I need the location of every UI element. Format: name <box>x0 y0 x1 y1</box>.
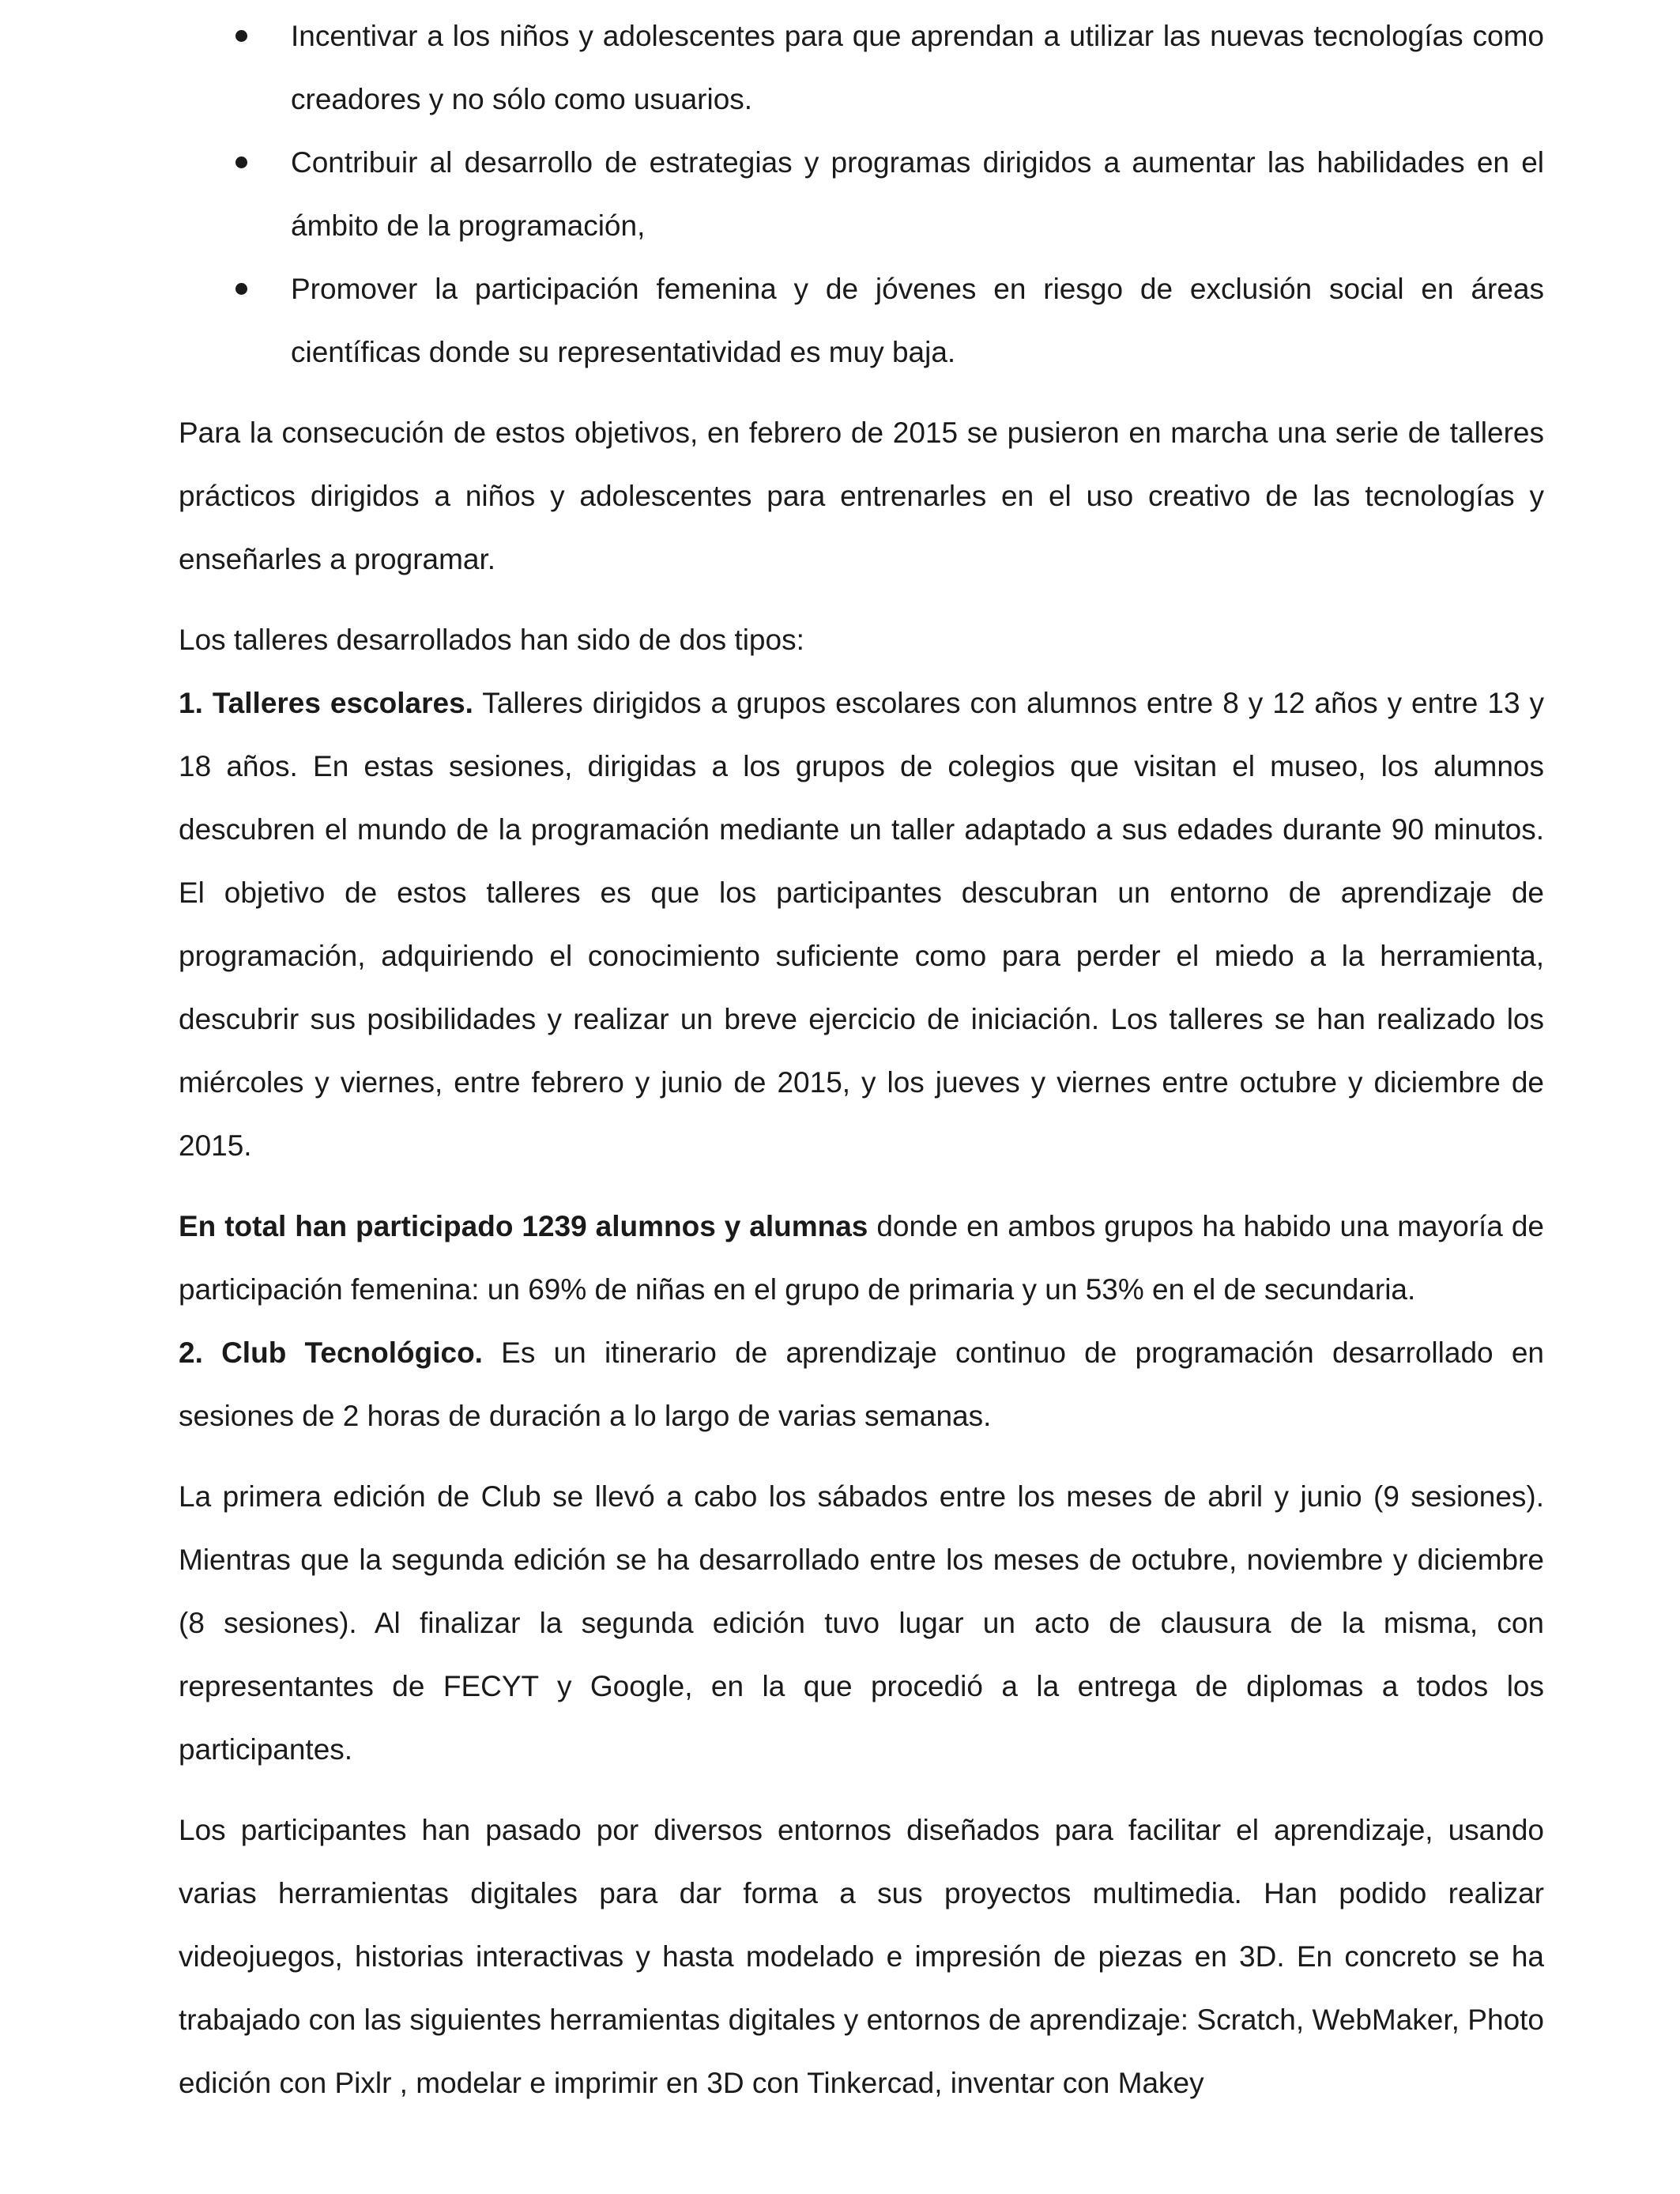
bullet-icon <box>235 30 247 42</box>
list-item <box>179 5 1544 131</box>
school-workshops-text: Talleres dirigidos a grupos escolares con alumnos entre 8 y 12 años y entre 13 y 18 años. En estas sesiones, dirigidas a los grupos de colegios que visitan el museo, los alumnos descubren el mundo de la programación mediante un taller adaptado a sus edades durante 90 minutos. El objetivo de estos talleres es que los participantes descubran un entorno de aprendizaje de programación, adquiriendo el conocimiento suficiente como para perder el miedo a la herramienta, descubrir sus posibilidades y realizar un breve ejercicio de iniciación. Los talleres se han realizado los miércoles y viernes, entre febrero y junio de 2015, y los jueves y viernes entre octubre y diciembre de 2015. <box>179 687 1544 1162</box>
document-body <box>179 5 1544 2132</box>
tech-club-text: Es un itinerario de aprendizaje continuo de programación desarrollado en sesiones de 2 horas de duración a lo largo de varias semanas. <box>179 1336 1544 1432</box>
paragraph-tools: Los participantes han pasado por diversos entornos diseñados para facilitar el aprendizaje, usando varias herramientas digitales para dar forma a sus proyectos multimedia. Han podido realizar videojuegos, historias interactivas y hasta modelado e impresión de piezas en 3D. En concreto se ha trabajado con las siguientes herramientas digitales y entornos de aprendizaje: Scratch, WebMaker, Photo edición con Pixlr , modelar e imprimir en 3D con Tinkercad, inventar con Makey <box>179 1814 1544 2099</box>
list-item <box>179 131 1544 258</box>
paragraph-tech-club <box>179 1321 1544 1448</box>
paragraph-club-editions: La primera edición de Club se llevó a cabo los sábados entre los meses de abril y junio (9 sesiones). Mientras que la segunda edición se ha desarrollado entre los meses de octubre, noviembre y diciembre (8 sesiones). Al finalizar la segunda edición tuvo lugar un acto de clausura de la misma, con representantes de FECYT y Google, en la que procedió a la entrega de diplomas a todos los participantes. <box>179 1480 1544 1766</box>
paragraph-workshop-types: Los talleres desarrollados han sido de dos tipos: <box>179 624 804 656</box>
bullet-icon <box>235 156 247 168</box>
objectives-list <box>179 5 1544 384</box>
paragraph-participation-total <box>179 1195 1544 1321</box>
list-item <box>179 258 1544 384</box>
bullet-icon <box>235 283 247 295</box>
participation-text: donde en ambos grupos ha habido una mayoría de participación femenina: un 69% de niñas en el grupo de primaria y un 53% en el de secundaria. <box>179 1210 1544 1306</box>
heading-tech-club: 2. Club Tecnológico. <box>179 1336 483 1369</box>
list-item-text: Promover la participación femenina y de jóvenes en riesgo de exclusión social en áreas científicas donde su representatividad es muy baja. <box>291 273 1544 368</box>
paragraph-workshops-intro: Para la consecución de estos objetivos, en febrero de 2015 se pusieron en marcha una serie de talleres prácticos dirigidos a niños y adolescentes para entrenarles en el uso creativo de las tecnologías y enseñarles a programar. <box>179 417 1544 575</box>
list-item-text: Incentivar a los niños y adolescentes para que aprendan a utilizar las nuevas tecnologías como creadores y no sólo como usuarios. <box>291 20 1544 115</box>
list-item-text: Contribuir al desarrollo de estrategias y programas dirigidos a aumentar las habilidades en el ámbito de la programación, <box>291 146 1544 242</box>
participation-highlight: En total han participado 1239 alumnos y alumnas <box>179 1210 868 1242</box>
heading-school-workshops: 1. Talleres escolares. <box>179 687 473 719</box>
paragraph-school-workshops <box>179 672 1544 1178</box>
